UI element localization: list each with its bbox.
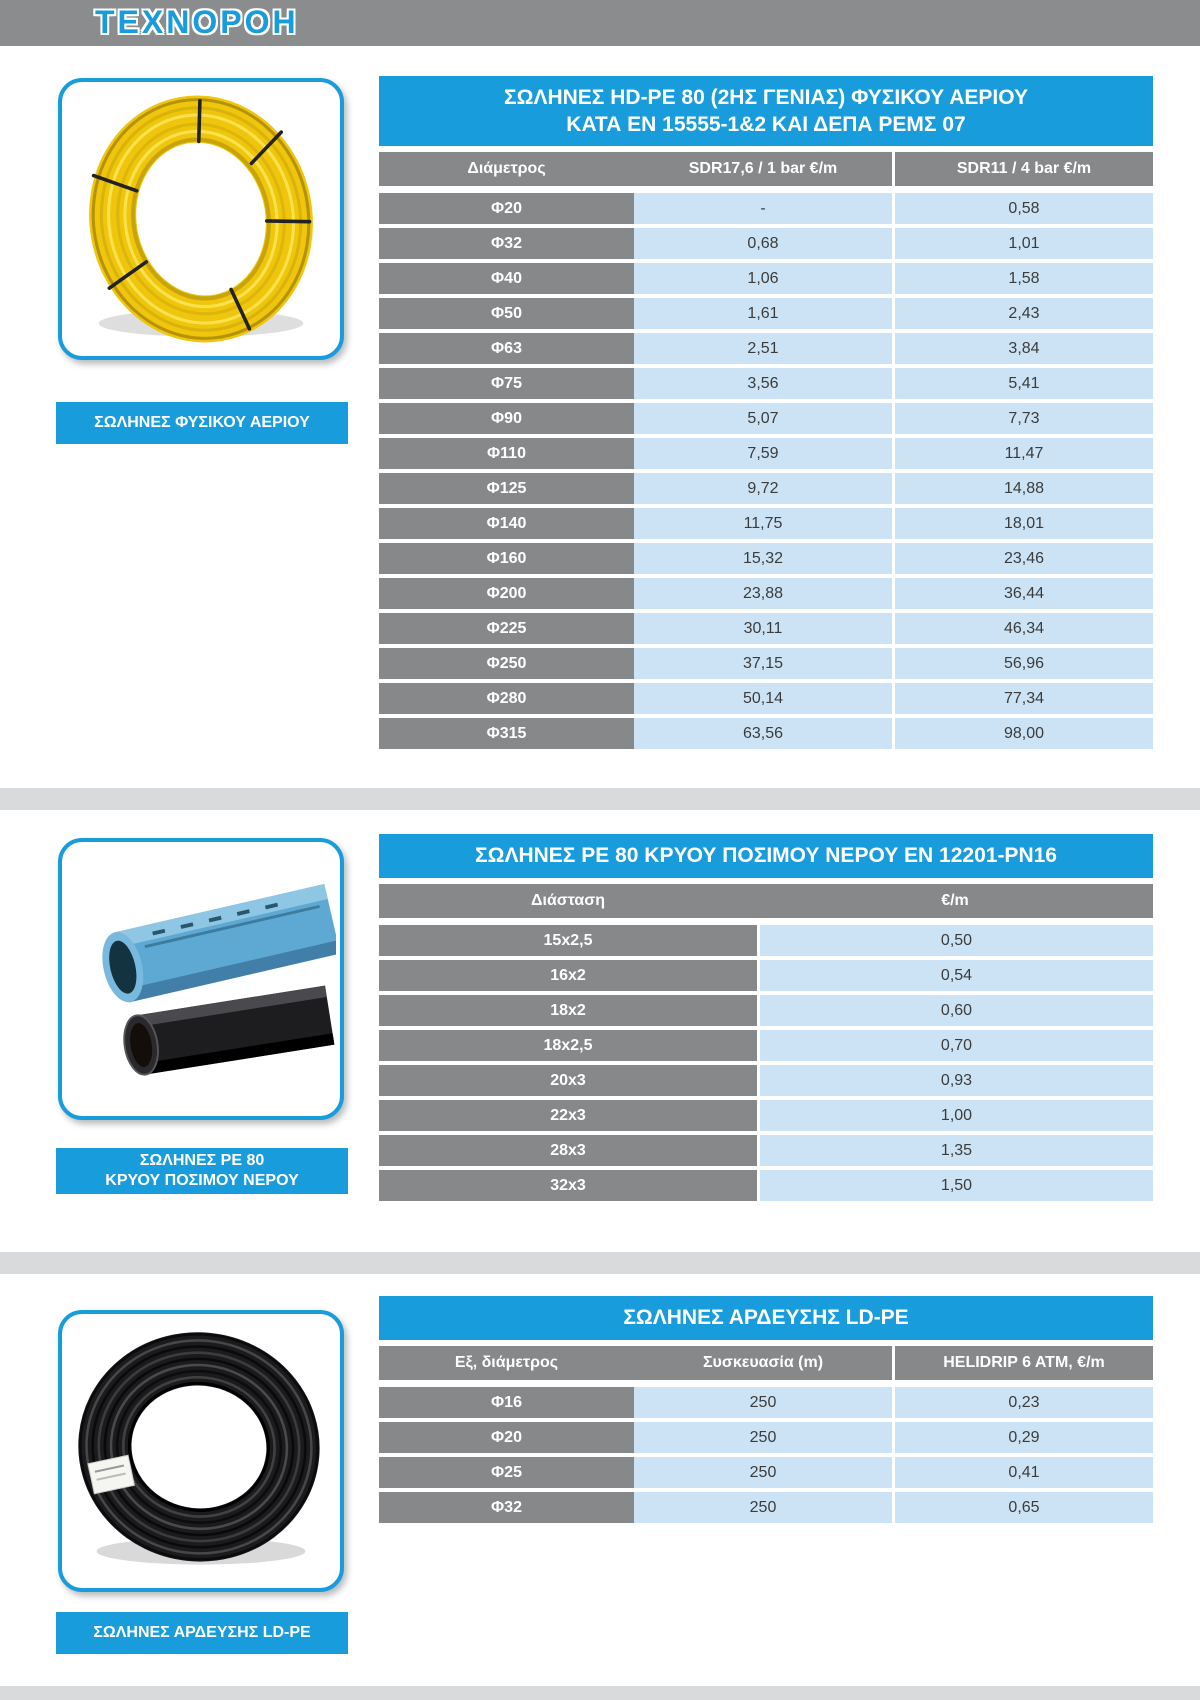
column-header-row (379, 1346, 1153, 1380)
product-photo-box-water (58, 838, 344, 1120)
page-footer-bar (0, 1686, 1200, 1700)
price-cell: 3,56 (634, 368, 892, 399)
price-cell: 46,34 (892, 613, 1153, 644)
page-header (0, 0, 1200, 46)
price-cell: 250 (634, 1387, 892, 1418)
product-photo-box-irrigation (58, 1310, 344, 1592)
size-cell: Φ32 (379, 1492, 634, 1523)
size-cell: Φ110 (379, 438, 634, 469)
table-row (379, 263, 1153, 294)
price-cell: 5,07 (634, 403, 892, 434)
table-row (379, 193, 1153, 224)
price-cell: 9,72 (634, 473, 892, 504)
caption-irrigation-pipes (56, 1612, 348, 1654)
table-row (379, 578, 1153, 609)
table-row (379, 960, 1153, 991)
table-row (379, 1387, 1153, 1418)
size-cell: 18x2 (379, 995, 757, 1026)
size-cell: Φ20 (379, 1422, 634, 1453)
size-cell: Φ140 (379, 508, 634, 539)
table-body (379, 193, 1153, 749)
size-cell: Φ50 (379, 298, 634, 329)
price-cell: 0,93 (757, 1065, 1153, 1096)
price-cell: 37,15 (634, 648, 892, 679)
price-cell: 77,34 (892, 683, 1153, 714)
size-cell: Φ75 (379, 368, 634, 399)
price-cell: 23,46 (892, 543, 1153, 574)
table-row (379, 1135, 1153, 1166)
table-title: ΣΩΛΗΝΕΣ ΑΡΔΕΥΣΗΣ LD-PE (379, 1296, 1153, 1340)
price-cell: 0,60 (757, 995, 1153, 1026)
size-cell: 18x2,5 (379, 1030, 757, 1061)
caption-water-pipes (56, 1148, 348, 1194)
price-cell: 1,35 (757, 1135, 1153, 1166)
table-row (379, 403, 1153, 434)
price-cell: 3,84 (892, 333, 1153, 364)
price-cell: 1,58 (892, 263, 1153, 294)
price-cell: 30,11 (634, 613, 892, 644)
table-row (379, 1065, 1153, 1096)
size-cell: Φ160 (379, 543, 634, 574)
caption-text: ΣΩΛΗΝΕΣ ΦΥΣΙΚΟΥ ΑΕΡΙΟΥ (94, 414, 310, 431)
section-divider-1 (0, 788, 1200, 810)
price-cell: 14,88 (892, 473, 1153, 504)
column-header-helidrip: HELIDRIP 6 ATM, €/m (892, 1346, 1153, 1380)
table-row (379, 508, 1153, 539)
size-cell: 16x2 (379, 960, 757, 991)
product-photo-box-gas (58, 78, 344, 360)
blue-and-black-water-pipes-image (66, 846, 336, 1112)
price-cell: 250 (634, 1422, 892, 1453)
column-header-sdr11: SDR11 / 4 bar €/m (892, 152, 1153, 186)
price-cell: 0,29 (892, 1422, 1153, 1453)
price-cell: 2,43 (892, 298, 1153, 329)
table-row (379, 473, 1153, 504)
price-cell: 0,65 (892, 1492, 1153, 1523)
table-row (379, 368, 1153, 399)
size-cell: Φ20 (379, 193, 634, 224)
column-header-price: €/m (941, 892, 969, 909)
size-cell: Φ250 (379, 648, 634, 679)
price-cell: 0,68 (634, 228, 892, 259)
caption-text-line1: ΣΩΛΗΝΕΣ PE 80 (139, 1152, 265, 1169)
price-cell: 1,61 (634, 298, 892, 329)
size-cell: Φ90 (379, 403, 634, 434)
table-row (379, 718, 1153, 749)
size-cell: 22x3 (379, 1100, 757, 1131)
price-cell: 1,00 (757, 1100, 1153, 1131)
size-cell: 28x3 (379, 1135, 757, 1166)
price-cell: 1,50 (757, 1170, 1153, 1201)
caption-gas-pipes (56, 402, 348, 444)
table-row (379, 298, 1153, 329)
size-cell: Φ200 (379, 578, 634, 609)
price-cell: 15,32 (634, 543, 892, 574)
price-cell: 7,73 (892, 403, 1153, 434)
price-cell: - (634, 193, 892, 224)
table-row (379, 543, 1153, 574)
price-cell: 36,44 (892, 578, 1153, 609)
size-cell: 15x2,5 (379, 925, 757, 956)
price-cell: 98,00 (892, 718, 1153, 749)
size-cell: Φ125 (379, 473, 634, 504)
table-row (379, 1030, 1153, 1061)
column-header-ext-diameter: Εξ, διάμετρος (454, 1354, 559, 1371)
price-cell: 250 (634, 1457, 892, 1488)
table-title-line2: ΚΑΤΑ EN 15555-1&2 ΚΑΙ ΔΕΠΑ ΡΕΜΣ 07 (566, 113, 966, 136)
price-cell: 5,41 (892, 368, 1153, 399)
table-row (379, 613, 1153, 644)
section-divider-2 (0, 1252, 1200, 1274)
table-body (379, 925, 1153, 1201)
size-cell: Φ63 (379, 333, 634, 364)
table-title-line1: ΣΩΛΗΝΕΣ HD-PE 80 (2ΗΣ ΓΕΝΙΑΣ) ΦΥΣΙΚΟΥ ΑΕΡΙΟΥ (504, 86, 1028, 109)
table-row (379, 228, 1153, 259)
size-cell: 32x3 (379, 1170, 757, 1201)
table-row (379, 648, 1153, 679)
table-row (379, 1100, 1153, 1131)
caption-text: ΣΩΛΗΝΕΣ ΑΡΔΕΥΣΗΣ LD-PE (93, 1624, 311, 1641)
column-header-packaging: Συσκευασία (m) (702, 1354, 824, 1371)
price-cell: 2,51 (634, 333, 892, 364)
size-cell: Φ40 (379, 263, 634, 294)
table-title: ΣΩΛΗΝΕΣ PE 80 ΚΡΥΟΥ ΠΟΣΙΜΟΥ ΝΕΡΟΥ EN 12201-PN16 (379, 834, 1153, 878)
yellow-gas-pipe-coil-image (66, 86, 336, 352)
black-irrigation-pipe-coil-image (66, 1318, 336, 1584)
table-row (379, 1492, 1153, 1523)
price-cell: 50,14 (634, 683, 892, 714)
price-cell: 0,70 (757, 1030, 1153, 1061)
size-cell: Φ32 (379, 228, 634, 259)
column-header-sdr176: SDR17,6 / 1 bar €/m (688, 160, 838, 177)
price-cell: 250 (634, 1492, 892, 1523)
table-row (379, 1422, 1153, 1453)
price-cell: 0,50 (757, 925, 1153, 956)
column-header-dimension: Διάσταση (531, 892, 605, 909)
price-table-irrigation (379, 1296, 1153, 1527)
brand-logo: ΤΕΧΝΟΡΟΗ (95, 4, 299, 40)
column-header-diameter: Διάμετρος (467, 160, 546, 177)
column-header-row (379, 884, 1153, 918)
caption-text-line2: ΚΡΥΟΥ ΠΟΣΙΜΟΥ ΝΕΡΟΥ (105, 1172, 299, 1189)
price-table-water (379, 834, 1153, 1205)
price-cell: 0,41 (892, 1457, 1153, 1488)
table-row (379, 1170, 1153, 1201)
price-cell: 63,56 (634, 718, 892, 749)
price-cell: 23,88 (634, 578, 892, 609)
size-cell: 20x3 (379, 1065, 757, 1096)
price-cell: 1,06 (634, 263, 892, 294)
size-cell: Φ315 (379, 718, 634, 749)
price-cell: 11,47 (892, 438, 1153, 469)
price-cell: 1,01 (892, 228, 1153, 259)
table-body (379, 1387, 1153, 1523)
price-cell: 56,96 (892, 648, 1153, 679)
size-cell: Φ280 (379, 683, 634, 714)
table-row (379, 333, 1153, 364)
price-cell: 7,59 (634, 438, 892, 469)
price-cell: 0,58 (892, 193, 1153, 224)
table-title (379, 76, 1153, 146)
table-row (379, 1457, 1153, 1488)
price-cell: 0,54 (757, 960, 1153, 991)
table-row (379, 438, 1153, 469)
table-row (379, 995, 1153, 1026)
table-row (379, 683, 1153, 714)
price-cell: 18,01 (892, 508, 1153, 539)
size-cell: Φ25 (379, 1457, 634, 1488)
size-cell: Φ225 (379, 613, 634, 644)
table-row (379, 925, 1153, 956)
price-table-gas (379, 76, 1153, 753)
column-header-row (379, 152, 1153, 186)
price-cell: 0,23 (892, 1387, 1153, 1418)
price-cell: 11,75 (634, 508, 892, 539)
size-cell: Φ16 (379, 1387, 634, 1418)
